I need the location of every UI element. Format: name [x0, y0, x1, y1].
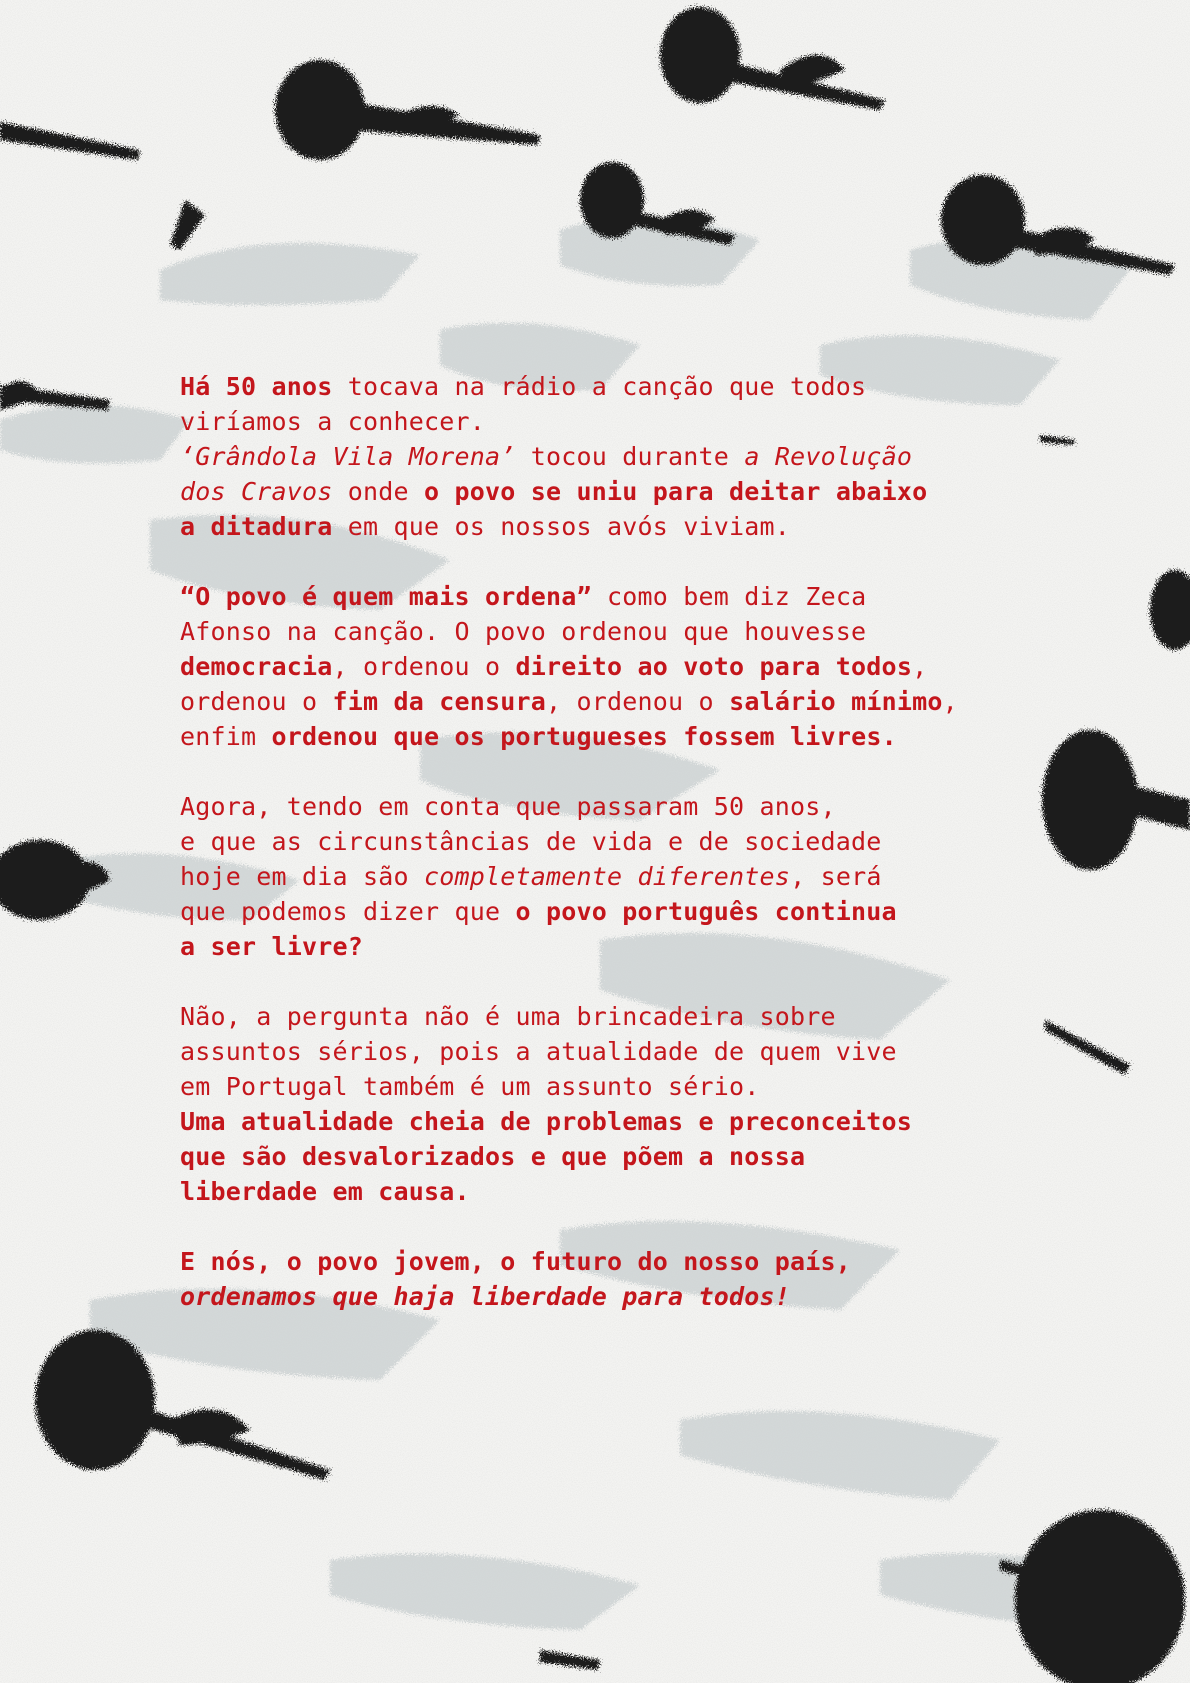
text-line: [180, 1034, 1180, 1069]
emphasis-text: ordenamos que haja liberdade para todos!: [180, 1282, 791, 1311]
text-line: [180, 859, 1180, 894]
body-text: como bem diz Zeca: [591, 582, 867, 611]
emphasis-text: o povo se uniu para deitar abaixo: [424, 477, 928, 506]
body-text: tocava na rádio a canção que todos: [332, 372, 867, 401]
body-text: tocou durante: [515, 442, 745, 471]
text-line: [180, 579, 1180, 614]
body-text: ,: [942, 687, 958, 716]
text-line: [180, 1244, 1180, 1279]
text-line: [180, 824, 1180, 859]
paragraph: [180, 369, 1180, 544]
body-text: que podemos dizer que: [180, 897, 516, 926]
italic-text: ‘Grândola Vila Morena’: [180, 442, 516, 471]
text-line: [180, 719, 1180, 754]
text-line: [180, 894, 1180, 929]
text-line: [180, 1174, 1180, 1209]
body-text: Agora, tendo em conta que passaram 50 anos,: [180, 792, 836, 821]
text-line: [180, 649, 1180, 684]
text-line: [180, 1279, 1180, 1314]
text-line: [180, 439, 1180, 474]
emphasis-text: liberdade em causa.: [180, 1177, 470, 1206]
emphasis-text: fim da censura: [332, 687, 547, 716]
body-text: em que os nossos avós viviam.: [332, 512, 791, 541]
body-text: ,: [912, 652, 928, 681]
paragraph: [180, 579, 1180, 754]
emphasis-text: o povo português continua: [515, 897, 897, 926]
body-text: viríamos a conhecer.: [180, 407, 486, 436]
text-line: [180, 614, 1180, 649]
body-text: , ordenou o: [332, 652, 516, 681]
text-line: [180, 789, 1180, 824]
emphasis-text: Uma atualidade cheia de problemas e preconceitos: [180, 1107, 913, 1136]
text-line: [180, 999, 1180, 1034]
emphasis-text: ordenou que os portugueses fossem livres.: [271, 722, 897, 751]
text-line: [180, 1069, 1180, 1104]
italic-text: dos Cravos: [180, 477, 333, 506]
body-text: e que as circunstâncias de vida e de sociedade: [180, 827, 882, 856]
paragraph: [180, 999, 1180, 1209]
body-text: onde: [332, 477, 425, 506]
emphasis-text: “O povo é quem mais ordena”: [180, 582, 592, 611]
text-line: [180, 369, 1180, 404]
body-text: Afonso na canção. O povo ordenou que houvesse: [180, 617, 867, 646]
paragraph: [180, 1244, 1180, 1314]
emphasis-text: democracia: [180, 652, 333, 681]
emphasis-text: que são desvalorizados e que põem a nossa: [180, 1142, 806, 1171]
italic-text: completamente diferentes: [424, 862, 791, 891]
text-line: [180, 1104, 1180, 1139]
text-line: [180, 684, 1180, 719]
text-line: [180, 929, 1180, 964]
text-line: [180, 404, 1180, 439]
body-text: Não, a pergunta não é uma brincadeira sobre: [180, 1002, 836, 1031]
text-line: [180, 1139, 1180, 1174]
text-line: [180, 474, 1180, 509]
body-text: assuntos sérios, pois a atualidade de quem vive: [180, 1037, 897, 1066]
emphasis-text: Há 50 anos: [180, 372, 333, 401]
manifesto-text: [180, 369, 1180, 1314]
body-text: ordenou o: [180, 687, 333, 716]
emphasis-text: direito ao voto para todos: [515, 652, 913, 681]
body-text: em Portugal também é um assunto sério.: [180, 1072, 760, 1101]
body-text: hoje em dia são: [180, 862, 425, 891]
italic-text: a Revolução: [744, 442, 913, 471]
body-text: , ordenou o: [546, 687, 730, 716]
emphasis-text: a ditadura: [180, 512, 333, 541]
emphasis-text: a ser livre?: [180, 932, 364, 961]
emphasis-text: E nós, o povo jovem, o futuro do nosso país,: [180, 1247, 852, 1276]
body-text: enfim: [180, 722, 272, 751]
body-text: , será: [790, 862, 882, 891]
paragraph: [180, 789, 1180, 964]
emphasis-text: salário mínimo: [729, 687, 943, 716]
text-line: [180, 509, 1180, 544]
